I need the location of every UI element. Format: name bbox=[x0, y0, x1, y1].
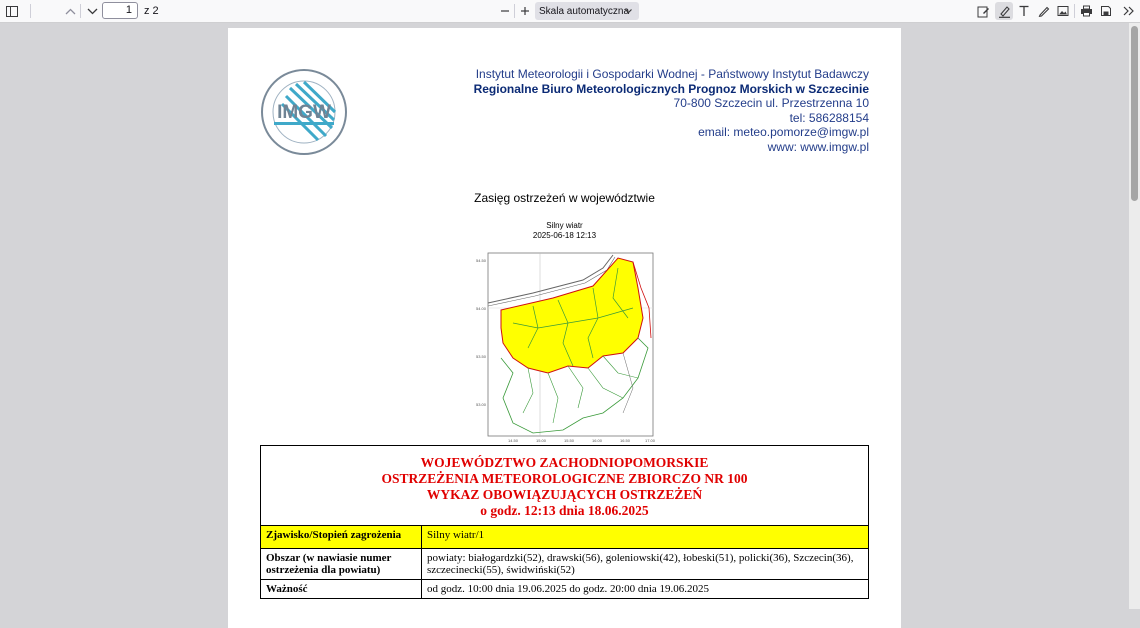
map-x-tick: 16.50 bbox=[620, 438, 631, 443]
highlighter-icon bbox=[998, 5, 1011, 18]
map-y-tick: 53.50 bbox=[476, 354, 487, 359]
office-name: Regionalne Biuro Meteorologicznych Prognoz Morskich w Szczecinie bbox=[473, 81, 869, 96]
map-timestamp: 2025-06-18 12:13 bbox=[532, 231, 597, 240]
zoom-select[interactable] bbox=[535, 2, 639, 20]
plus-icon bbox=[520, 6, 530, 16]
row-label: Zjawisko/Stopień zagrożenia bbox=[261, 526, 422, 549]
zoom-select-value: Skala automatyczna bbox=[539, 5, 630, 17]
double-chevron-right-icon bbox=[1123, 6, 1134, 16]
table-row bbox=[261, 580, 869, 599]
print-icon bbox=[1080, 5, 1093, 17]
more-tools-button[interactable] bbox=[1120, 2, 1136, 20]
next-page-button[interactable] bbox=[84, 2, 100, 20]
draw-button[interactable] bbox=[1036, 2, 1052, 20]
pdf-toolbar bbox=[0, 0, 1140, 23]
toolbar-divider bbox=[80, 4, 81, 18]
institute-name: Instytut Meteorologii i Gospodarki Wodnej - Państwowy Instytut Badawczy bbox=[475, 67, 869, 81]
website: www: www.imgw.pl bbox=[767, 139, 869, 154]
pdf-page bbox=[228, 28, 901, 628]
minus-icon bbox=[500, 6, 510, 16]
page-number-input[interactable]: 1 bbox=[102, 2, 138, 19]
warning-header bbox=[261, 446, 869, 526]
save-icon bbox=[1100, 5, 1112, 17]
warning-table bbox=[260, 445, 869, 599]
zoom-out-button[interactable] bbox=[498, 2, 512, 20]
map-x-tick: 17.00 bbox=[645, 438, 656, 443]
map-x-tick: 14.50 bbox=[508, 438, 519, 443]
row-value: od godz. 10:00 dnia 19.06.2025 do godz. 20:00 dnia 19.06.2025 bbox=[422, 580, 869, 599]
add-image-button[interactable] bbox=[1055, 2, 1071, 20]
sidebar-toggle-icon[interactable] bbox=[4, 2, 20, 20]
highlight-button[interactable] bbox=[995, 2, 1013, 20]
chevron-up-icon bbox=[65, 8, 76, 15]
row-value: Silny wiatr/1 bbox=[422, 526, 869, 549]
phone: tel: 586288154 bbox=[789, 110, 869, 125]
address: 70-800 Szczecin ul. Przestrzenna 10 bbox=[673, 96, 869, 110]
image-insert-icon bbox=[1057, 5, 1069, 17]
logo-text: IMGW bbox=[277, 102, 331, 123]
toolbar-divider bbox=[30, 4, 31, 18]
highlight-edit-icon bbox=[977, 5, 990, 18]
map-section-title: Zasięg ostrzeżeń w województwie bbox=[474, 191, 655, 205]
save-button[interactable] bbox=[1098, 2, 1114, 20]
edit-highlight-button[interactable] bbox=[975, 2, 991, 20]
list-title: WYKAZ OBOWIĄZUJĄCYCH OSTRZEŻEŃ bbox=[426, 487, 703, 502]
institution-header bbox=[474, 67, 869, 154]
zoom-in-button[interactable] bbox=[518, 2, 532, 20]
row-label: Ważność bbox=[261, 580, 422, 599]
issue-time: o godz. 12:13 dnia 18.06.2025 bbox=[480, 503, 649, 518]
map-y-tick: 53.00 bbox=[476, 402, 487, 407]
text-tool-icon bbox=[1018, 5, 1030, 17]
row-label: Obszar (w nawiasie numer ostrzeżenia dla powiatu) bbox=[261, 549, 422, 580]
previous-page-button[interactable] bbox=[62, 2, 78, 20]
toolbar-divider bbox=[514, 4, 515, 18]
table-row bbox=[261, 549, 869, 580]
map-x-tick: 15.00 bbox=[536, 438, 547, 443]
chevron-down-icon bbox=[87, 8, 98, 15]
region-title: WOJEWÓDZTWO ZACHODNIOPOMORSKIE bbox=[420, 455, 709, 470]
table-row bbox=[261, 526, 869, 549]
warning-map bbox=[473, 248, 658, 443]
email: email: meteo.pomorze@imgw.pl bbox=[698, 125, 869, 139]
toolbar-divider bbox=[1074, 4, 1075, 18]
map-y-tick: 54.50 bbox=[476, 258, 487, 263]
map-x-tick: 16.00 bbox=[592, 438, 603, 443]
page-count: z 2 bbox=[144, 5, 159, 17]
map-y-tick: 54.00 bbox=[476, 306, 487, 311]
warning-number-title: OSTRZEŻENIA METEOROLOGICZNE ZBIORCZO NR 100 bbox=[381, 471, 748, 486]
text-tool-button[interactable] bbox=[1016, 2, 1032, 20]
print-button[interactable] bbox=[1078, 2, 1094, 20]
imgw-logo bbox=[260, 68, 348, 156]
map-x-tick: 15.50 bbox=[564, 438, 575, 443]
draw-icon bbox=[1038, 5, 1050, 17]
scrollbar-thumb[interactable] bbox=[1131, 26, 1138, 201]
row-value: powiaty: białogardzki(52), drawski(56), goleniowski(42), łobeski(51), policki(36), Szczecin(36), szczecinecki(55), świdwiński(52) bbox=[422, 549, 869, 580]
chevron-down-icon bbox=[624, 5, 633, 17]
map-phenomenon: Silny wiatr bbox=[546, 221, 583, 230]
